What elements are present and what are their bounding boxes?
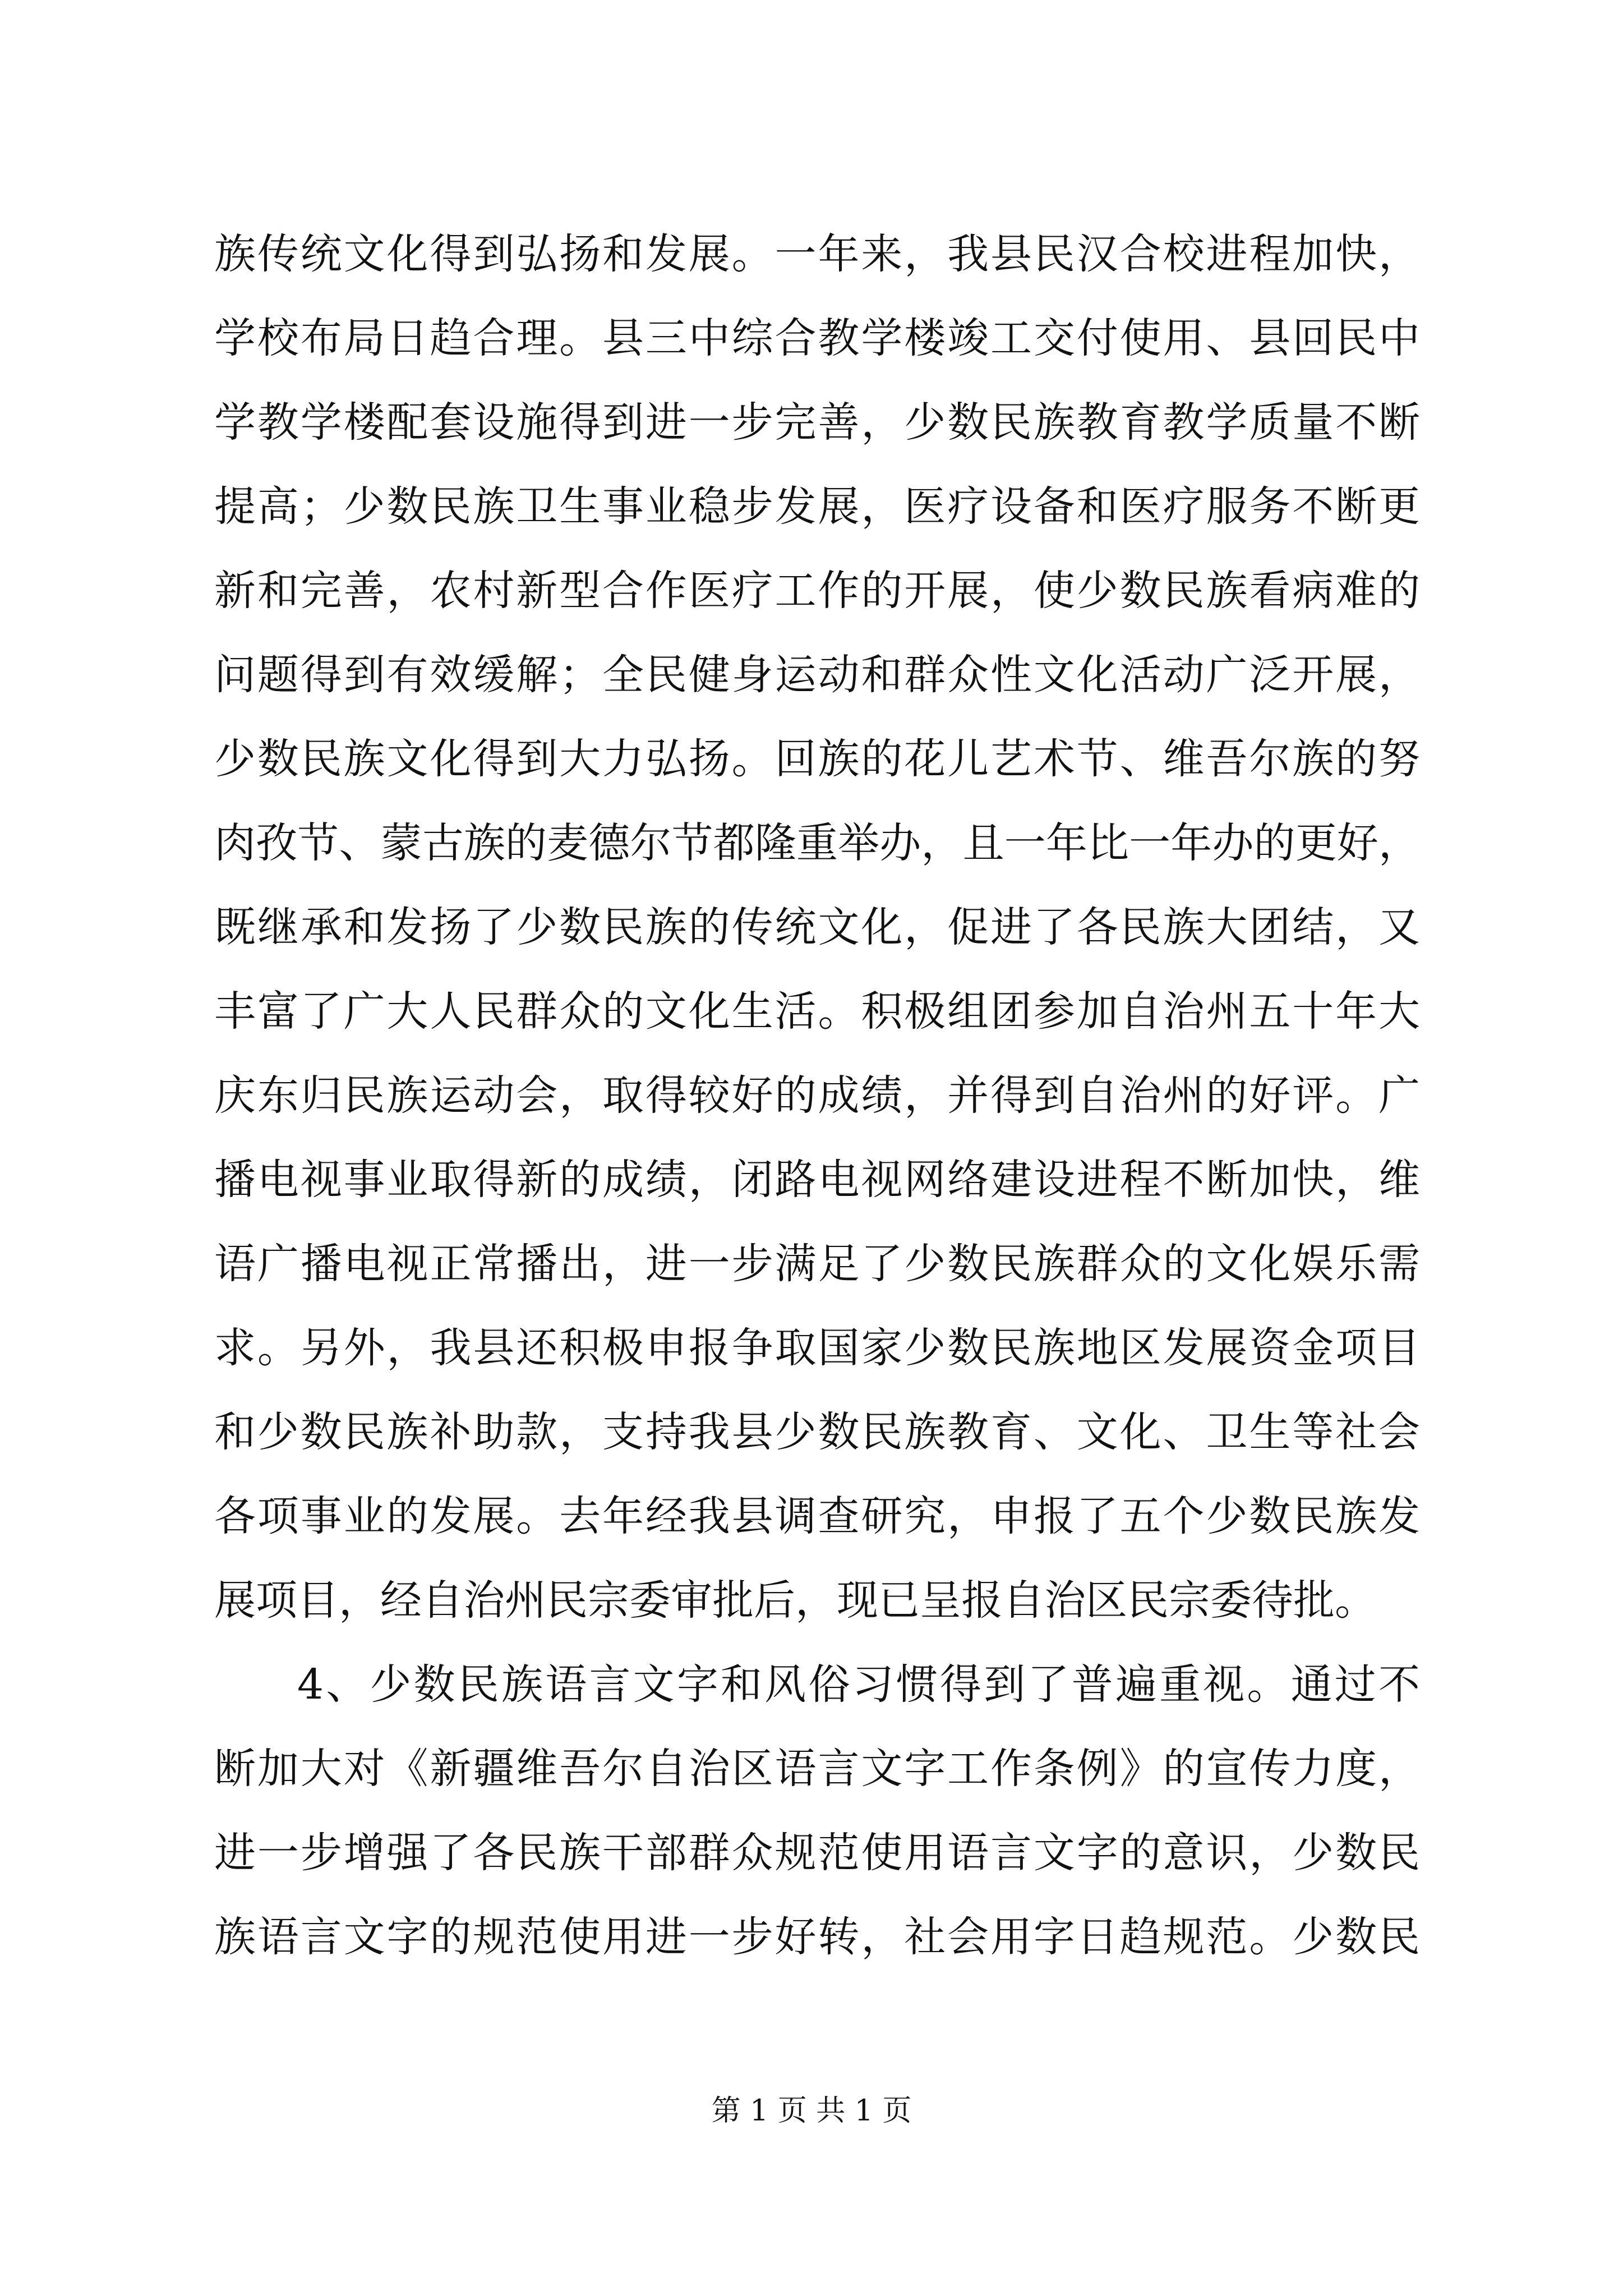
text-line: 丰富了广大人民群众的文化生活。积极组团参加自治州五十年大	[214, 987, 1420, 1036]
text-line: 展项目，经自治州民宗委审批后，现已呈报自治区民宗委待批。	[214, 1576, 1376, 1625]
text-line: 和少数民族补助款，支持我县少数民族教育、文化、卫生等社会	[214, 1408, 1420, 1456]
text-line: 族语言文字的规范使用进一步好转，社会用字日趋规范。少数民	[214, 1913, 1420, 1961]
text-line: 族传统文化得到弘扬和发展。一年来，我县民汉合校进程加快，	[214, 230, 1420, 278]
text-line: 学教学楼配套设施得到进一步完善，少数民族教育教学质量不断	[214, 398, 1420, 447]
paragraph-first-line: 4、少数民族语言文字和风俗习惯得到了普遍重视。通过不	[297, 1660, 1420, 1709]
page-number-label: 第 1 页 共 1 页	[711, 2094, 912, 2128]
text-line: 问题得到有效缓解；全民健身运动和群众性文化活动广泛开展，	[214, 651, 1420, 699]
text-line: 各项事业的发展。去年经我县调查研究，申报了五个少数民族发	[214, 1492, 1420, 1540]
text-line: 提高；少数民族卫生事业稳步发展，医疗设备和医疗服务不断更	[214, 482, 1420, 531]
text-line: 新和完善，农村新型合作医疗工作的开展，使少数民族看病难的	[214, 567, 1420, 615]
text-line: 学校布局日趋合理。县三中综合教学楼竣工交付使用、县回民中	[214, 314, 1420, 362]
text-line: 少数民族文化得到大力弘扬。回族的花儿艺术节、维吾尔族的努	[214, 735, 1420, 783]
text-line: 既继承和发扬了少数民族的传统文化，促进了各民族大团结，又	[214, 903, 1420, 951]
text-line: 断加大对《新疆维吾尔自治区语言文字工作条例》的宣传力度，	[214, 1745, 1420, 1793]
text-line: 求。另外，我县还积极申报争取国家少数民族地区发展资金项目	[214, 1324, 1420, 1372]
text-line: 语广播电视正常播出，进一步满足了少数民族群众的文化娱乐需	[214, 1240, 1420, 1288]
text-line: 庆东归民族运动会，取得较好的成绩，并得到自治州的好评。广	[214, 1071, 1420, 1120]
text-line: 播电视事业取得新的成绩，闭路电视网络建设进程不断加快，维	[214, 1156, 1420, 1204]
text-line: 进一步增强了各民族干部群众规范使用语言文字的意识，少数民	[214, 1829, 1420, 1877]
document-body	[214, 212, 1420, 1979]
text-line: 肉孜节、蒙古族的麦德尔节都隆重举办，且一年比一年办的更好，	[214, 819, 1420, 867]
page-footer	[0, 2091, 1623, 2131]
